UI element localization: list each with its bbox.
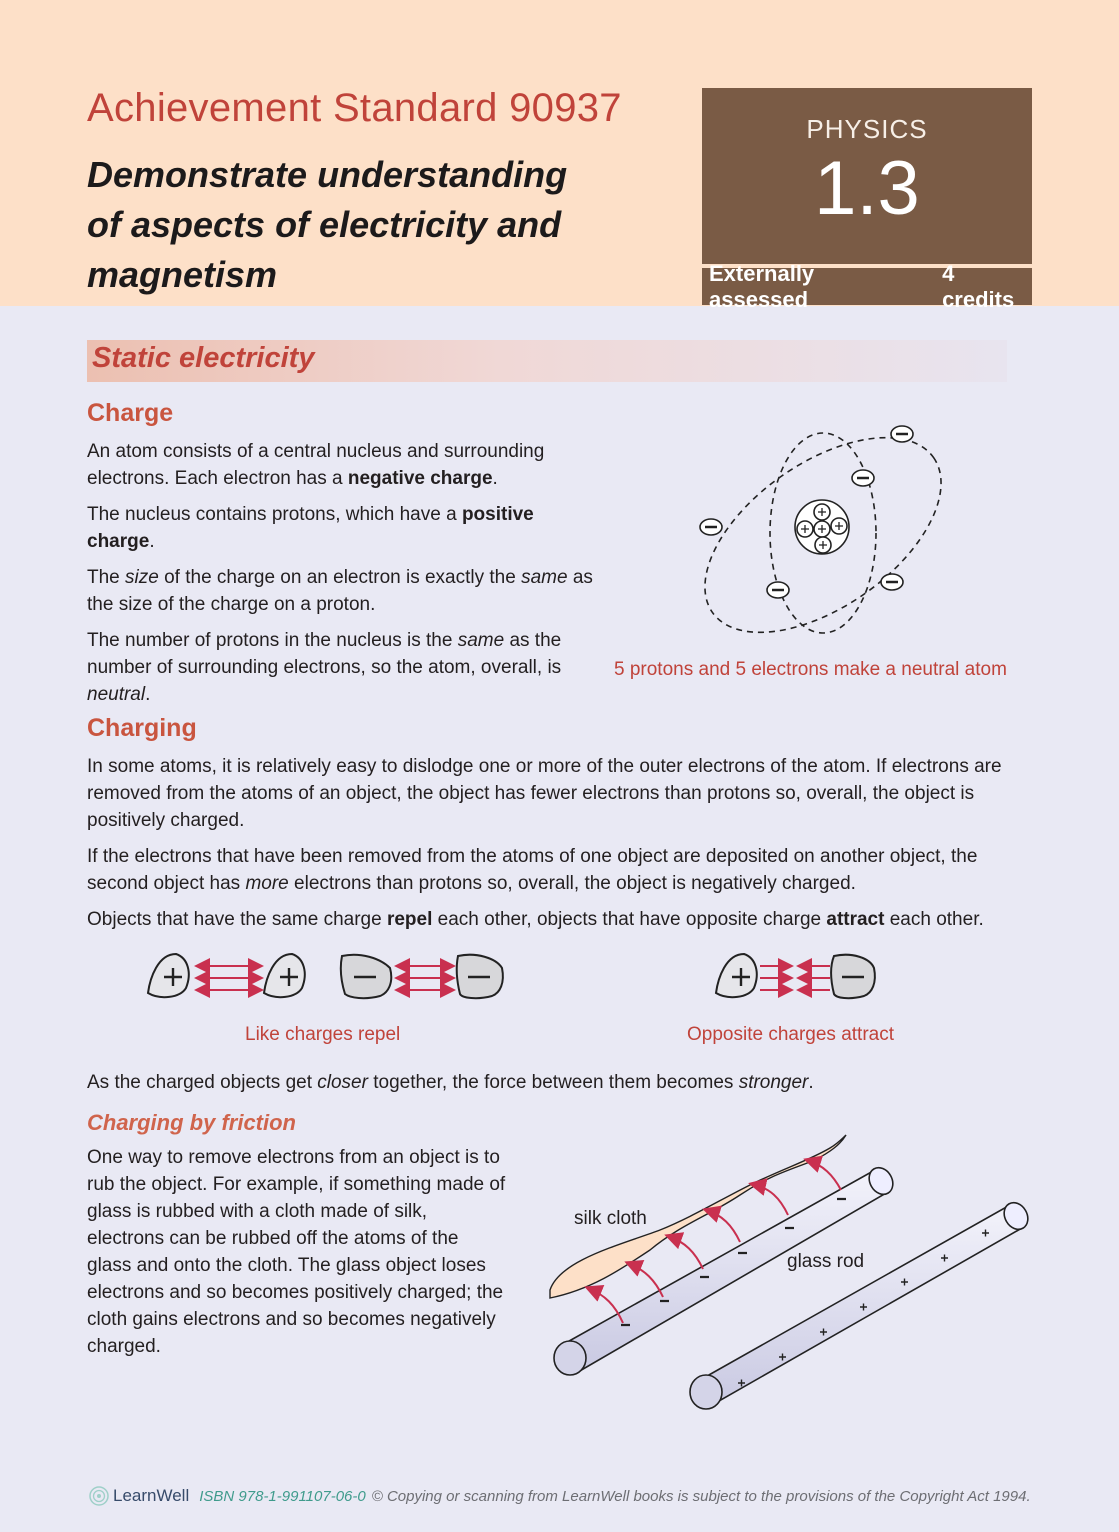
charge-paragraph-1: An atom consists of a central nucleus and surrounding electrons. Each electron has a negative charge. xyxy=(87,441,545,489)
negative-object xyxy=(457,955,503,998)
page-header xyxy=(0,0,1119,312)
negative-object xyxy=(341,955,392,998)
charged-rod xyxy=(690,1198,1030,1409)
charge-paragraph-3: The size of the charge on an electron is exactly the same as the size of the charge on a proton. xyxy=(87,567,593,615)
charging-paragraph-2: If the electrons that have been removed from the atoms of one object are deposited on another object, the second object has more electrons than protons so, overall, the object is negatively charged. xyxy=(87,846,978,894)
silk-cloth-label: silk cloth xyxy=(574,1208,647,1229)
like-charges-diagram xyxy=(140,948,510,1006)
section-title: Static electricity xyxy=(92,342,315,374)
positive-object xyxy=(716,954,757,997)
subtitle-line: Demonstrate understanding xyxy=(87,154,568,195)
heading-charge: Charge xyxy=(87,399,174,427)
positive-object xyxy=(148,954,189,997)
isbn: ISBN 978-1-991107-06-0 xyxy=(199,1487,366,1505)
charge-paragraph-2: The nucleus contains protons, which have a positive charge. xyxy=(87,504,534,552)
friction-diagram xyxy=(540,1130,1030,1420)
page-footer xyxy=(89,1486,1031,1506)
charging-paragraph-3: Objects that have the same charge repel each other, objects that have opposite charge attract each other. xyxy=(87,909,984,930)
copyright-notice: © Copying or scanning from LearnWell books is subject to the provisions of the Copyright Act 1994. xyxy=(371,1487,1031,1505)
heading-charging-by-friction: Charging by friction xyxy=(87,1110,296,1135)
glass-rod-label: glass rod xyxy=(787,1251,865,1272)
standard-subtitle xyxy=(87,150,647,300)
badge-footer xyxy=(702,260,1032,312)
negative-object xyxy=(831,955,875,998)
subtitle-line: of aspects of electricity and xyxy=(87,204,562,245)
opposite-charges-caption: Opposite charges attract xyxy=(687,1024,894,1045)
badge-subject: PHYSICS xyxy=(806,114,928,144)
repel-arrows xyxy=(396,966,454,990)
charging-paragraph-1: In some atoms, it is relatively easy to dislodge one or more of the outer electrons of the atom. If electrons are removed from the atoms of an object, the object has fewer electrons than protons so, overall, the object is positively charged. xyxy=(87,756,1002,831)
like-charges-caption: Like charges repel xyxy=(245,1024,401,1045)
friction-paragraph: One way to remove electrons from an object is to rub the object. For example, if something made of glass is rubbed with a cloth made of silk, electrons can be rubbed off the atoms of the glass and onto the cloth. The glass object loses electrons and so becomes positively charged; the cloth gains electrons and so becomes negatively charged. xyxy=(87,1147,506,1357)
opposite-charges-diagram xyxy=(712,948,882,1006)
subject-badge xyxy=(702,88,1032,264)
positive-object xyxy=(264,954,305,997)
charging-paragraph-4: As the charged objects get closer together, the force between them becomes stronger. xyxy=(87,1072,814,1093)
attract-arrows xyxy=(760,966,830,990)
credits: 4 credits xyxy=(942,260,1015,312)
learnwell-logo-icon xyxy=(89,1486,109,1506)
assessment-type: Externally assessed xyxy=(709,260,815,312)
section-title-bar xyxy=(87,340,1007,382)
charge-paragraph-4: The number of protons in the nucleus is the same as the number of surrounding electrons, so the atom, overall, is neutral. xyxy=(87,630,562,705)
subtitle-line: magnetism xyxy=(87,254,278,295)
standard-title: Achievement Standard 90937 xyxy=(87,86,622,130)
repel-arrows xyxy=(196,966,262,990)
heading-charging: Charging xyxy=(87,714,197,742)
badge-number: 1.3 xyxy=(814,146,920,231)
brand-name: LearnWell xyxy=(113,1486,190,1505)
atom-caption: 5 protons and 5 electrons make a neutral atom xyxy=(614,659,1007,680)
atom-diagram xyxy=(680,415,970,655)
